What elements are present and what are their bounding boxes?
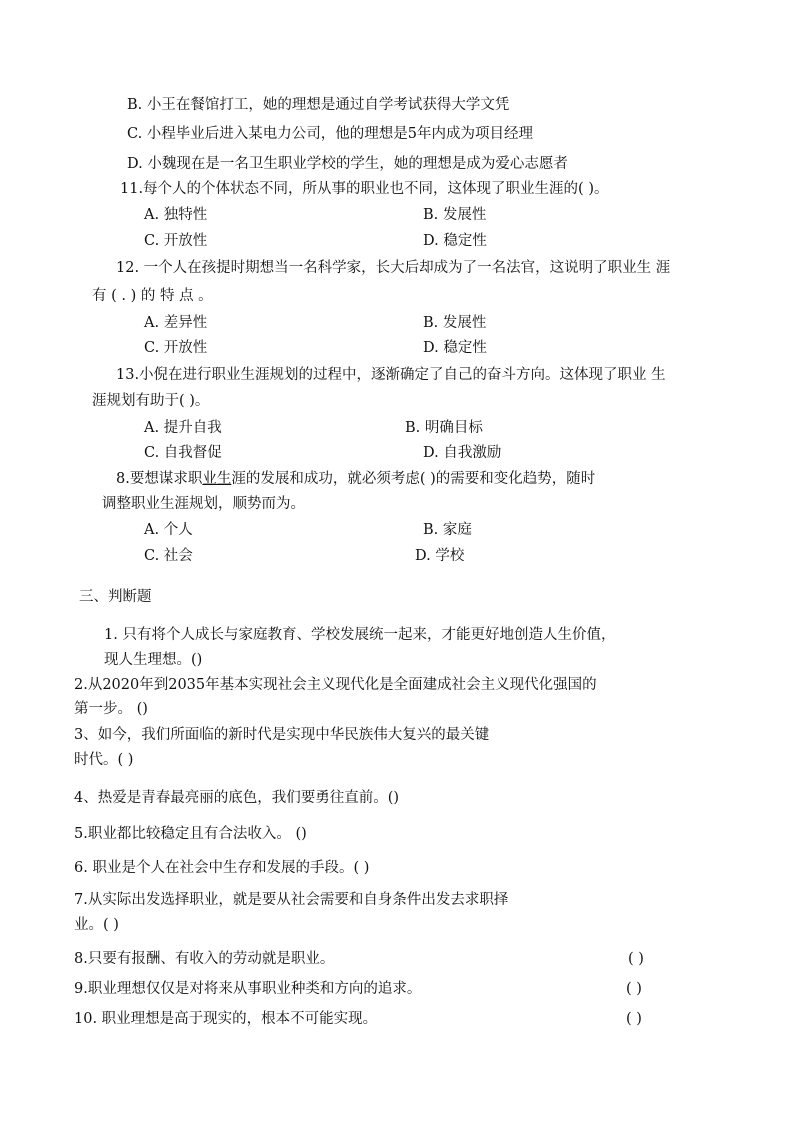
q11-option-d: D. 稳定性 — [423, 233, 487, 249]
q10-option-b: B. 小王在餐馆打工，她的理想是通过自学考试获得大学文凭 — [127, 97, 510, 113]
q13-option-a: A. 提升自我 — [144, 420, 222, 436]
judgment-2-line2: 第一步。 () — [74, 701, 148, 717]
q12-option-c: C. 开放性 — [144, 340, 208, 356]
q11-option-c: C. 开放性 — [144, 233, 208, 249]
q10-option-c: C. 小程毕业后进入某电力公司，他的理想是5年内成为项目经理 — [127, 126, 534, 142]
q10-option-d: D. 小魏现在是一名卫生职业学校的学生，她的理想是成为爱心志愿者 — [127, 156, 568, 172]
judgment-8: 8.只要有报酬、有收入的劳动就是职业。 — [74, 951, 335, 967]
q11-option-b: B. 发展性 — [423, 207, 487, 223]
judgment-7-line2: 业。( ) — [74, 917, 119, 933]
judgment-7-line1: 7.从实际出发选择职业，就是要从社会需要和自身条件出发去求职择 — [74, 892, 509, 908]
section-title: 三、判断题 — [79, 589, 152, 605]
judgment-3-line2: 时代。( ) — [74, 752, 134, 768]
judgment-9-answer-paren: ( ) — [626, 981, 642, 997]
q8-stem-line1 — [116, 470, 595, 488]
q8-option-a: A. 个人 — [144, 522, 193, 538]
q13-option-b: B. 明确目标 — [405, 420, 483, 436]
judgment-1-line1: 1. 只有将个人成长与家庭教育、学校发展统一起来，才能更好地创造人生价值， — [104, 627, 616, 643]
judgment-10-answer-paren: ( ) — [626, 1011, 642, 1027]
judgment-3-line1: 3、如今，我们所面临的新时代是实现中华民族伟大复兴的最关键 — [74, 727, 490, 743]
judgment-6: 6. 职业是个人在社会中生存和发展的手段。( ) — [74, 860, 370, 876]
judgment-1-line2: 现人生理想。() — [104, 652, 203, 668]
judgment-9: 9.职业理想仅仅是对将来从事职业种类和方向的追求。 — [74, 981, 422, 997]
q8-option-c: C. 社会 — [144, 548, 193, 564]
judgment-8-answer-paren: ( ) — [628, 951, 644, 967]
judgment-4: 4、热爱是青春最亮丽的底色，我们要勇往直前。() — [74, 790, 400, 806]
q8-stem-underlined: 业生 — [202, 471, 232, 487]
q8-option-d: D. 学校 — [415, 548, 465, 564]
judgment-2-line1: 2.从2020年到2035年基本实现社会主义现代化是全面建成社会主义现代化强国的 — [74, 677, 597, 693]
judgment-10: 10. 职业理想是高于现实的，根本不可能实现。 — [74, 1011, 378, 1027]
q8-stem-line2: 调整职业生涯规划，顺势而为。 — [102, 496, 305, 512]
q12-stem-line2: 有 ( . ) 的 特 点 。 — [92, 288, 213, 304]
q12-stem-line1: 12. 一个人在孩提时期想当一名科学家，长大后却成为了一名法官，这说明了职业生 涯 — [116, 260, 671, 276]
q12-option-d: D. 稳定性 — [423, 340, 487, 356]
q12-option-a: A. 差异性 — [144, 315, 208, 331]
q8-option-b: B. 家庭 — [423, 522, 472, 538]
q8-stem-part2: 涯的发展和成功，就必须考虑( )的需要和变化趋势，随时 — [231, 471, 596, 487]
q11-stem: 11.每个人的个体状态不同，所从事的职业也不同，这体现了职业生涯的( )。 — [120, 181, 609, 197]
judgment-5: 5.职业都比较稳定且有合法收入。 () — [74, 826, 307, 842]
q8-stem-part1: 8.要想谋求职 — [116, 471, 203, 487]
q13-option-d: D. 自我激励 — [423, 445, 502, 461]
q13-stem-line1: 13.小倪在进行职业生涯规划的过程中，逐渐确定了自己的奋斗方向。这体现了职业 生 — [116, 367, 666, 383]
q12-option-b: B. 发展性 — [423, 315, 487, 331]
q11-option-a: A. 独特性 — [144, 207, 208, 223]
q13-stem-line2: 涯规划有助于( )。 — [92, 393, 210, 409]
q13-option-c: C. 自我督促 — [144, 445, 222, 461]
